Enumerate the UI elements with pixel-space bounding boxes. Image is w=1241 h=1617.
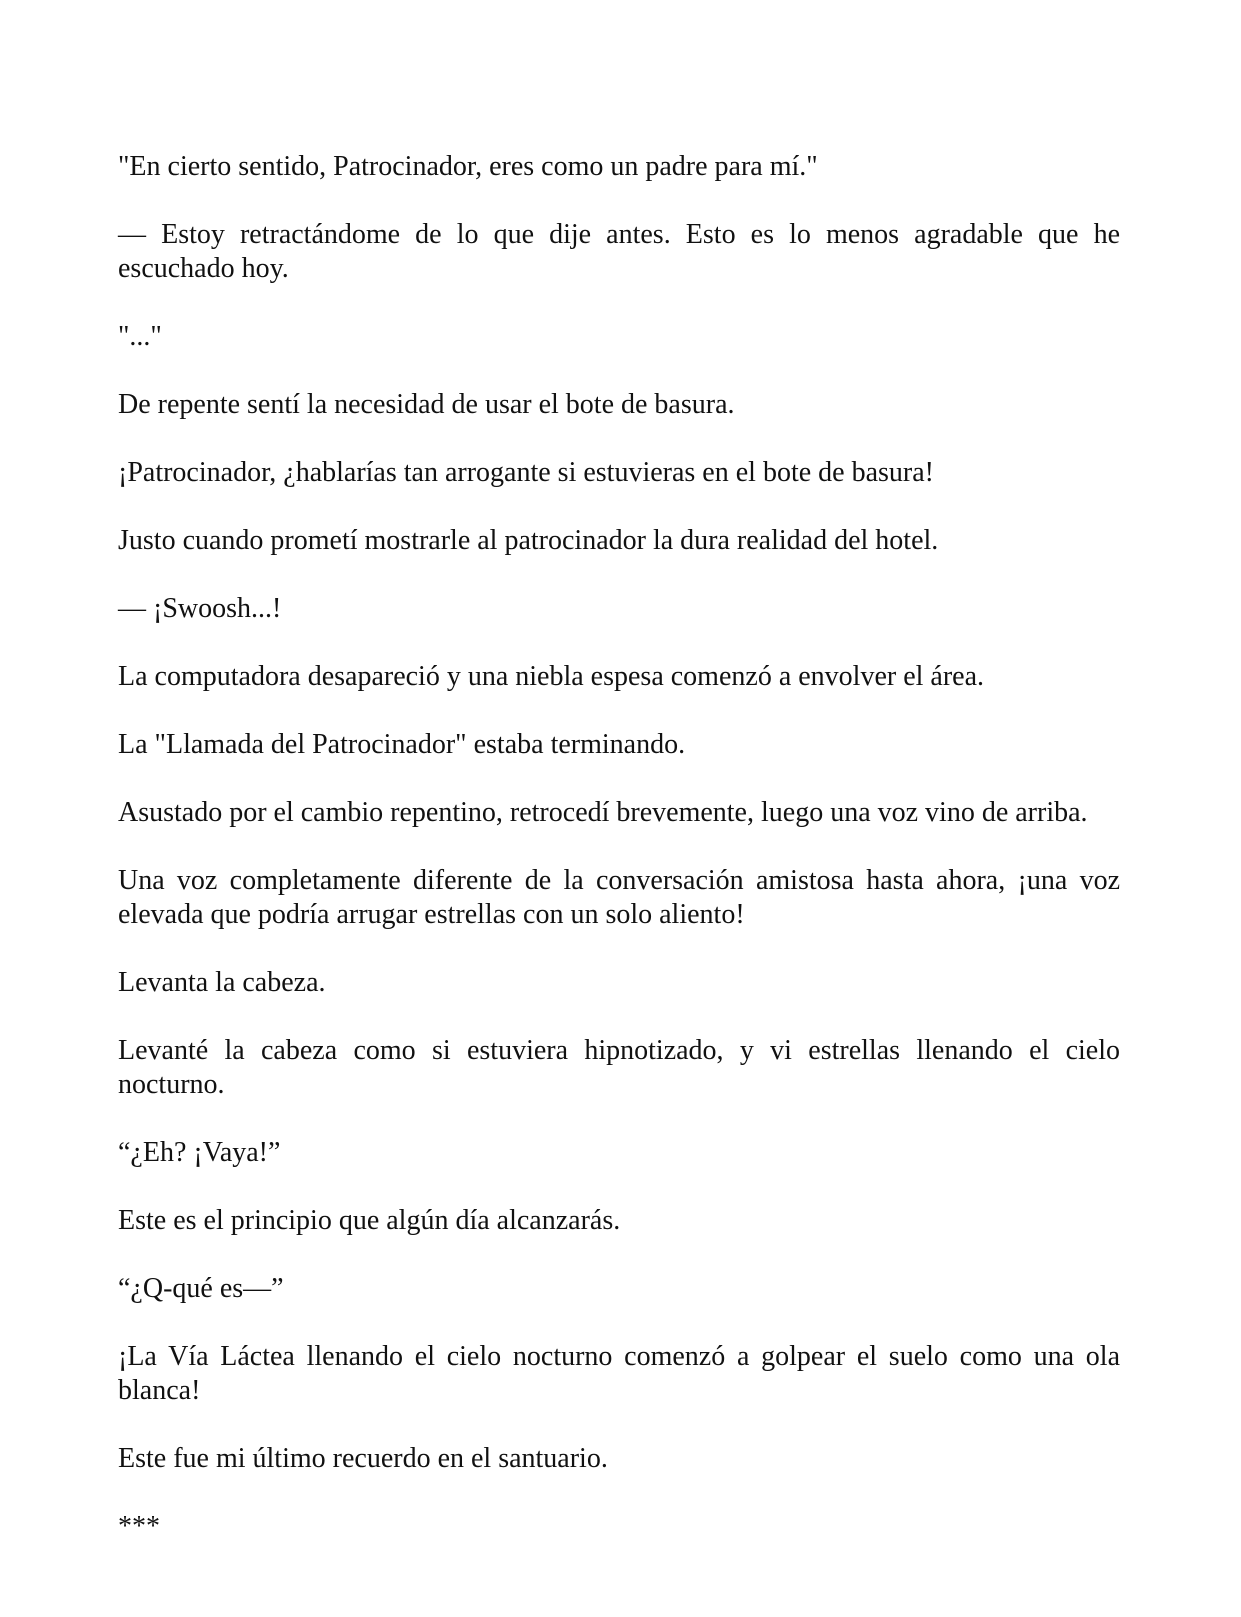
- paragraph: "...": [118, 321, 162, 352]
- paragraph: “¿Q-qué es—”: [118, 1273, 284, 1304]
- paragraph: — ¡Swoosh...!: [118, 593, 282, 624]
- document-body: [118, 150, 1120, 1544]
- paragraph: Levanté la cabeza como si estuviera hipnotizado, y vi estrellas llenando el cielo nocturno.: [118, 1035, 1120, 1100]
- paragraph: “¿Eh? ¡Vaya!”: [118, 1137, 281, 1168]
- paragraph: "En cierto sentido, Patrocinador, eres como un padre para mí.": [118, 151, 818, 182]
- paragraph: De repente sentí la necesidad de usar el bote de basura.: [118, 389, 735, 420]
- paragraph: Justo cuando prometí mostrarle al patrocinador la dura realidad del hotel.: [118, 525, 939, 556]
- paragraph: Asustado por el cambio repentino, retrocedí brevemente, luego una voz vino de arriba.: [118, 797, 1088, 828]
- paragraph: ¡La Vía Láctea llenando el cielo nocturno comenzó a golpear el suelo como una ola blanca!: [118, 1341, 1120, 1406]
- paragraph: Una voz completamente diferente de la conversación amistosa hasta ahora, ¡una voz elevada que podría arrugar estrellas con un solo aliento!: [118, 865, 1120, 930]
- paragraph: La "Llamada del Patrocinador" estaba terminando.: [118, 729, 686, 760]
- paragraph: Este es el principio que algún día alcanzarás.: [118, 1205, 621, 1236]
- scene-break: ***: [118, 1511, 160, 1542]
- paragraph: — Estoy retractándome de lo que dije antes. Esto es lo menos agradable que he escuchado hoy.: [118, 219, 1120, 284]
- paragraph: Levanta la cabeza.: [118, 967, 326, 998]
- paragraph: Este fue mi último recuerdo en el santuario.: [118, 1443, 608, 1474]
- paragraph: La computadora desapareció y una niebla espesa comenzó a envolver el área.: [118, 661, 985, 692]
- paragraph: ¡Patrocinador, ¿hablarías tan arrogante si estuvieras en el bote de basura!: [118, 457, 934, 488]
